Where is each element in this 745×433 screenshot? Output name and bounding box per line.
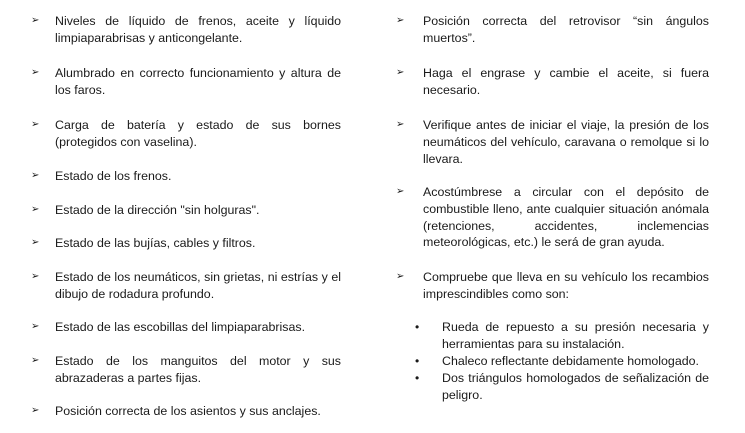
arrow-bullet-icon: ➢ [396,271,405,282]
sub-list-item-text: Dos triángulos homologados de señalización de peligro. [442,371,709,402]
list-item-text: Estado de las bujías, cables y filtros. [55,236,256,250]
dot-bullet-icon: • [415,354,420,368]
arrow-bullet-icon: ➢ [31,355,40,366]
list-item-text: Haga el engrase y cambie el aceite, si fuera necesario. [423,66,709,97]
list-item-text: Posición correcta del retrovisor “sin ángulos muertos”. [423,14,709,45]
arrow-bullet-icon: ➢ [31,237,40,248]
arrow-bullet-icon: ➢ [31,67,40,78]
arrow-bullet-icon: ➢ [396,119,405,130]
list-item-text: Alumbrado en correcto funcionamiento y altura de los faros. [55,66,341,97]
list-item-text: Estado de los frenos. [55,169,172,183]
arrow-bullet-icon: ➢ [31,405,40,416]
arrow-bullet-icon: ➢ [31,271,40,282]
list-item-text: Estado de los manguitos del motor y sus abrazaderas a partes fijas. [55,354,341,385]
sub-list-item-text: Chaleco reflectante debidamente homologado. [442,354,699,368]
arrow-bullet-icon: ➢ [31,204,40,215]
arrow-bullet-icon: ➢ [396,186,405,197]
arrow-bullet-icon: ➢ [31,321,40,332]
list-item-text: Posición correcta de los asientos y sus anclajes. [55,404,321,418]
arrow-bullet-icon: ➢ [396,67,405,78]
list-item-text: Estado de las escobillas del limpiaparabrisas. [55,320,306,334]
list-item-text: Verifique antes de iniciar el viaje, la presión de los neumáticos del vehículo, caravana o remolque si lo llevara. [423,118,709,166]
list-item-text: Carga de batería y estado de sus bornes (protegidos con vaselina). [55,118,341,149]
arrow-bullet-icon: ➢ [31,170,40,181]
dot-bullet-icon: • [415,371,420,385]
arrow-bullet-icon: ➢ [396,15,405,26]
list-item-text: Compruebe que lleva en su vehículo los recambios imprescindibles como son: [423,270,709,301]
list-item-text: Niveles de líquido de frenos, aceite y líquido limpiaparabrisas y anticongelante. [55,14,341,45]
list-item-text: Estado de la dirección "sin holguras". [55,203,260,217]
list-item-text: Acostúmbrese a circular con el depósito de combustible lleno, ante cualquier situación anómala (retenciones, accidentes, inclemencias meteorológicas, etc.) le será de gran ayuda. [423,185,709,250]
arrow-bullet-icon: ➢ [31,15,40,26]
sub-list-item-text: Rueda de repuesto a su presión necesaria y herramientas para su instalación. [442,320,709,351]
dot-bullet-icon: • [415,320,420,334]
arrow-bullet-icon: ➢ [31,119,40,130]
list-item-text: Estado de los neumáticos, sin grietas, ni estrías y el dibujo de rodadura profundo. [55,270,341,301]
